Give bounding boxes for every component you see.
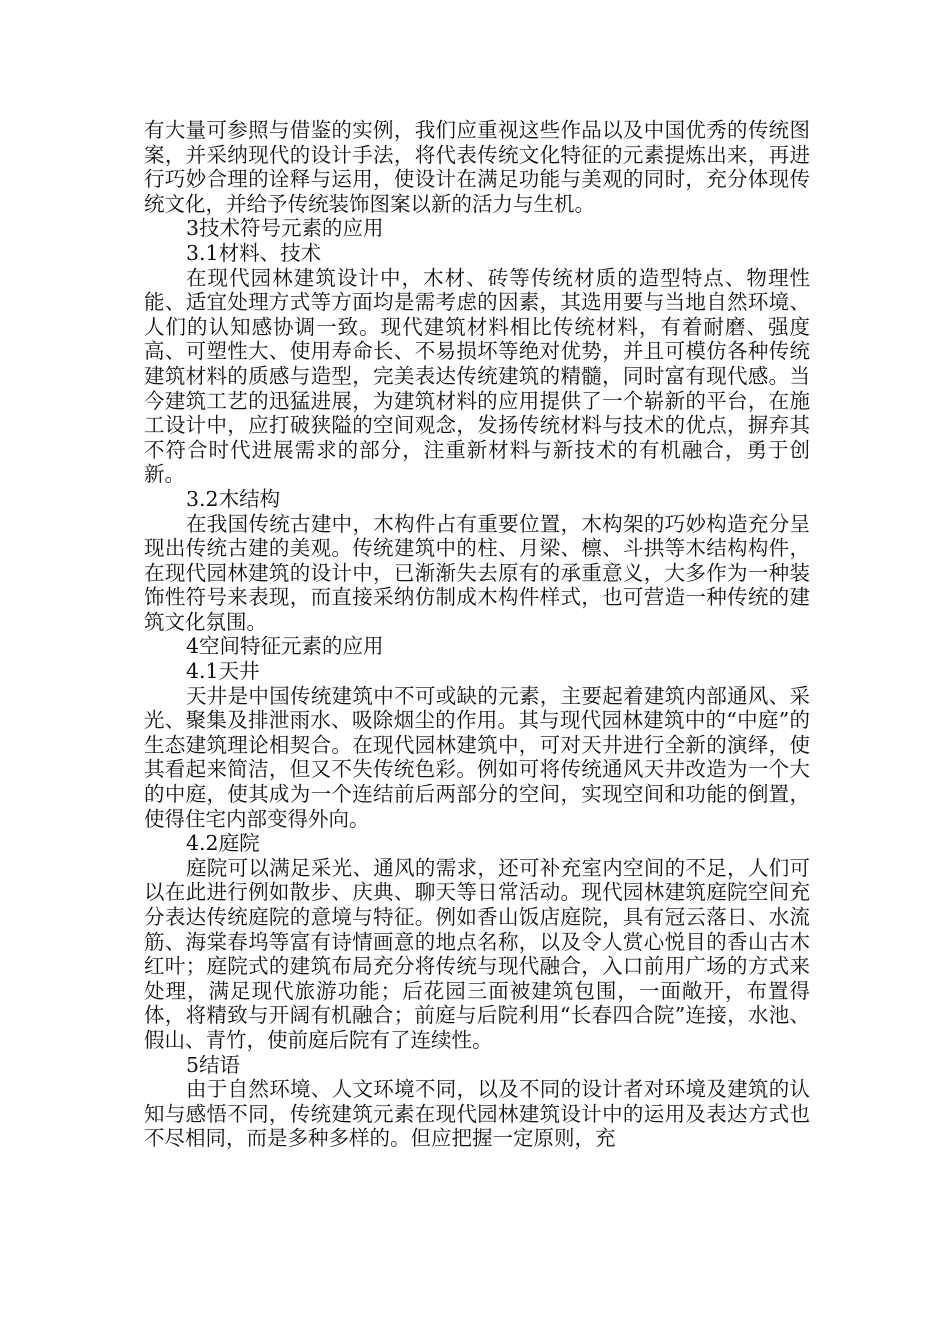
section-heading-5: 5结语 xyxy=(186,1052,241,1077)
paragraph-materials-technology: 在现代园林建筑设计中，木材、砖等传统材质的造型特点、物理性能、适宜处理方式等方面均是需考虑的因素，其选用要与当地自然环境、人们的认知感协调一致。现代建筑材料相比传统材料，有着耐磨、强度高、可塑性大、使用寿命长、不易损坏等绝对优势，并且可模仿各种传统建筑材料的质感与造型，完美表达传统建筑的精髓，同时富有现代感。当今建筑工艺的迅猛进展，为建筑材料的应用提供了一个崭新的平台，在施工设计中，应打破狭隘的空间观念，发扬传统材料与技术的优点，摒弃其不符合时代进展需求的部分，注重新材料与新技术的有机融合，勇于创新。 xyxy=(144,265,810,487)
paragraph-intro-continued: 有大量可参照与借鉴的实例，我们应重视这些作品以及中国优秀的传统图案，并采纳现代的设计手法，将代表传统文化特征的元素提炼出来，再进行巧妙合理的诠释与运用，使设计在满足功能与美观的同时，充分体现传统文化，并给予传统装饰图案以新的活力与生机。 xyxy=(144,118,810,216)
subsection-heading-3-1: 3.1材料、技术 xyxy=(186,240,322,265)
paragraph-conclusion: 由于自然环境、人文环境不同，以及不同的设计者对环境及建筑的认知与感悟不同，传统建筑元素在现代园林建筑设计中的运用及表达方式也不尽相同，而是多种多样的。但应把握一定原则，充 xyxy=(144,1077,810,1151)
subsection-heading-4-1: 4.1天井 xyxy=(186,659,260,684)
paragraph-courtyard: 庭院可以满足采光、通风的需求，还可补充室内空间的不足，人们可以在此进行例如散步、庆典、聊天等日常活动。现代园林建筑庭院空间充分表达传统庭院的意境与特征。例如香山饭店庭院，具有冠云落日、水流筋、海棠春坞等富有诗情画意的地点名称，以及令人赏心悦目的香山古木红叶；庭院式的建筑布局充分将传统与现代融合，入口前用广场的方式来处理，满足现代旅游功能；后花园三面被建筑包围，一面敞开，布置得体，将精致与开阔有机融合；前庭与后院利用“长春四合院”连接，水池、假山、青竹，使前庭后院有了连续性。 xyxy=(144,855,810,1052)
subsection-heading-3-2: 3.2木结构 xyxy=(186,486,281,511)
paragraph-courtyard-well: 天井是中国传统建筑中不可或缺的元素，主要起着建筑内部通风、采光、聚集及排泄雨水、吸除烟尘的作用。其与现代园林建筑中的“中庭”的生态建筑理论相契合。在现代园林建筑中，可对天井进行全新的演绎，使其看起来简洁，但又不失传统色彩。例如可将传统通风天井改造为一个大的中庭，使其成为一个连结前后两部分的空间，实现空间和功能的倒置，使得住宅内部变得外向。 xyxy=(144,683,810,831)
paragraph-wood-structure: 在我国传统古建中，木构件占有重要位置，木构架的巧妙构造充分呈现出传统古建的美观。传统建筑中的柱、月梁、檩、斗拱等木结构构件，在现代园林建筑的设计中，已渐渐失去原有的承重意义，大多作为一种装饰性符号来表现，而直接采纳仿制成木构件样式，也可营造一种传统的建筑文化氛围。 xyxy=(144,511,810,634)
section-heading-4: 4空间特征元素的应用 xyxy=(186,634,384,659)
document-page xyxy=(144,118,810,1151)
subsection-heading-4-2: 4.2庭院 xyxy=(186,831,260,856)
section-heading-3: 3技术符号元素的应用 xyxy=(186,216,384,241)
